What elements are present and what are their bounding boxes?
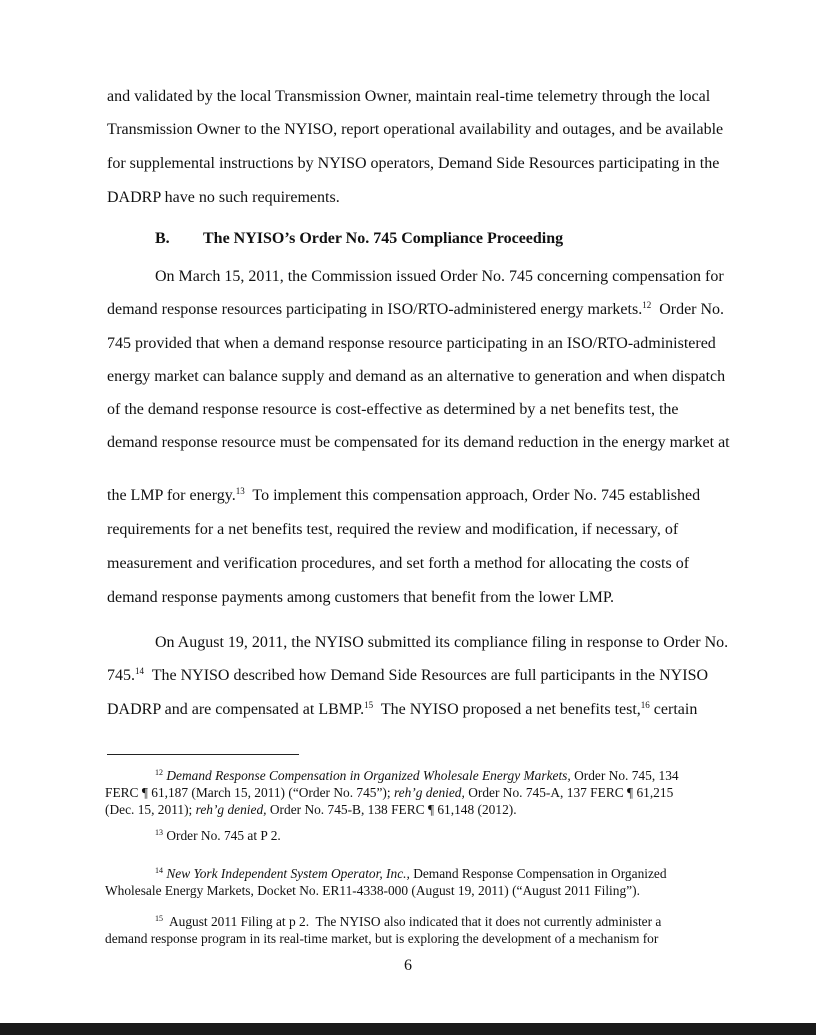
body-line — [0, 400, 816, 420]
footnote-case-title: Demand Response Compensation in Organized Wholesale Energy Markets, — [166, 768, 571, 783]
body-text: DADRP have no such requirements. — [107, 189, 340, 206]
body-line — [0, 267, 816, 287]
footnote-15-line — [0, 930, 816, 947]
body-text: demand response resource must be compensated for its demand reduction in the energy market at — [107, 434, 730, 451]
footnote-14-line — [0, 882, 816, 899]
body-text: Transmission Owner to the NYISO, report operational availability and outages, and be available — [107, 121, 724, 138]
footnote-text: Order No. 745, 134 — [570, 768, 679, 783]
footnote-case-title: New York Independent System Operator, Inc., — [166, 866, 410, 881]
footnote-15 — [0, 913, 816, 930]
footnote-number: 15 — [155, 914, 163, 923]
body-text: To implement this compensation approach, Order No. 745 established — [244, 487, 701, 504]
body-text: demand response resources participating in ISO/RTO-administered energy markets. — [107, 301, 643, 318]
footnote-text: FERC ¶ 61,187 (March 15, 2011) (“Order No. 745”); — [105, 785, 394, 800]
body-text: On August 19, 2011, the NYISO submitted its compliance filing in response to Order No. — [155, 634, 729, 651]
footnote-text: Order No. 745-B, 138 FERC ¶ 61,148 (2012). — [266, 802, 517, 817]
body-text: 745. — [107, 667, 135, 684]
footnote-14 — [0, 865, 816, 882]
body-line — [0, 520, 816, 540]
footnote-text: demand response program in its real-time market, but is exploring the development of a mechanism for — [105, 931, 659, 946]
body-line — [0, 486, 816, 506]
body-text: demand response payments among customers that benefit from the lower LMP. — [107, 589, 614, 606]
footnote-13 — [0, 827, 816, 844]
footnote-text: August 2011 Filing at p 2. The NYISO also indicated that it does not currently administer a — [163, 914, 662, 929]
footnote-separator — [107, 754, 299, 755]
body-line — [0, 300, 816, 320]
footnote-text: (Dec. 15, 2011); — [105, 802, 196, 817]
body-line — [0, 120, 816, 140]
body-text: of the demand response resource is cost-effective as determined by a net benefits test, the — [107, 401, 679, 418]
body-line — [0, 188, 816, 208]
body-line — [0, 367, 816, 387]
footnote-12-line — [0, 801, 816, 818]
body-text: requirements for a net benefits test, required the review and modification, if necessary, of — [107, 521, 679, 538]
body-line — [0, 554, 816, 574]
body-text: for supplemental instructions by NYISO operators, Demand Side Resources participating in the — [107, 155, 720, 172]
footnote-ref[interactable]: 12 — [642, 300, 652, 310]
section-title: The NYISO’s Order No. 745 Compliance Proceeding — [203, 230, 564, 247]
page-number: 6 — [404, 957, 412, 974]
body-text: On March 15, 2011, the Commission issued Order No. 745 concerning compensation for — [155, 268, 724, 285]
footnote-number: 13 — [155, 828, 163, 837]
footnote-ref[interactable]: 13 — [235, 486, 245, 496]
body-line — [0, 334, 816, 354]
body-text: Order No. — [651, 301, 725, 318]
body-text: DADRP and are compensated at LBMP. — [107, 701, 365, 718]
footnote-ref[interactable]: 16 — [640, 700, 650, 710]
body-line — [0, 588, 816, 608]
body-line — [0, 700, 816, 720]
footnote-text: Order No. 745 at P 2. — [163, 828, 281, 843]
footnote-number: 14 — [155, 866, 163, 875]
body-line — [0, 154, 816, 174]
section-letter: B. — [155, 230, 170, 247]
body-text: measurement and verification procedures, and set forth a method for allocating the costs of — [107, 555, 690, 572]
footnote-text: Demand Response Compensation in Organized — [409, 866, 667, 881]
body-line — [0, 87, 816, 107]
body-line — [0, 433, 816, 453]
page-bottom-band — [0, 1023, 816, 1035]
body-text: The NYISO described how Demand Side Resources are full participants in the NYISO — [144, 667, 709, 684]
body-text: certain — [649, 701, 698, 718]
footnote-ref[interactable]: 14 — [135, 666, 144, 676]
body-text: and validated by the local Transmission Owner, maintain real-time telemetry through the local — [107, 88, 711, 105]
body-line — [0, 666, 816, 686]
footnote-text: Order No. 745-A, 137 FERC ¶ 61,215 — [464, 785, 674, 800]
footnote-ref[interactable]: 15 — [364, 700, 374, 710]
footnote-number: 12 — [155, 768, 163, 777]
footnote-12 — [0, 767, 816, 784]
footnote-italic: reh’g denied, — [195, 802, 267, 817]
body-text: energy market can balance supply and demand as an alternative to generation and when dispatch — [107, 368, 726, 385]
body-line — [0, 633, 816, 653]
footnote-text: Wholesale Energy Markets, Docket No. ER11-4338-000 (August 19, 2011) (“August 2011 Filing”). — [105, 883, 640, 898]
body-text: The NYISO proposed a net benefits test, — [373, 701, 641, 718]
footnote-12-line — [0, 784, 816, 801]
body-text: the LMP for energy. — [107, 487, 236, 504]
footnote-italic: reh’g denied, — [393, 785, 465, 800]
body-text: 745 provided that when a demand response resource participating in an ISO/RTO-administered — [107, 335, 716, 352]
